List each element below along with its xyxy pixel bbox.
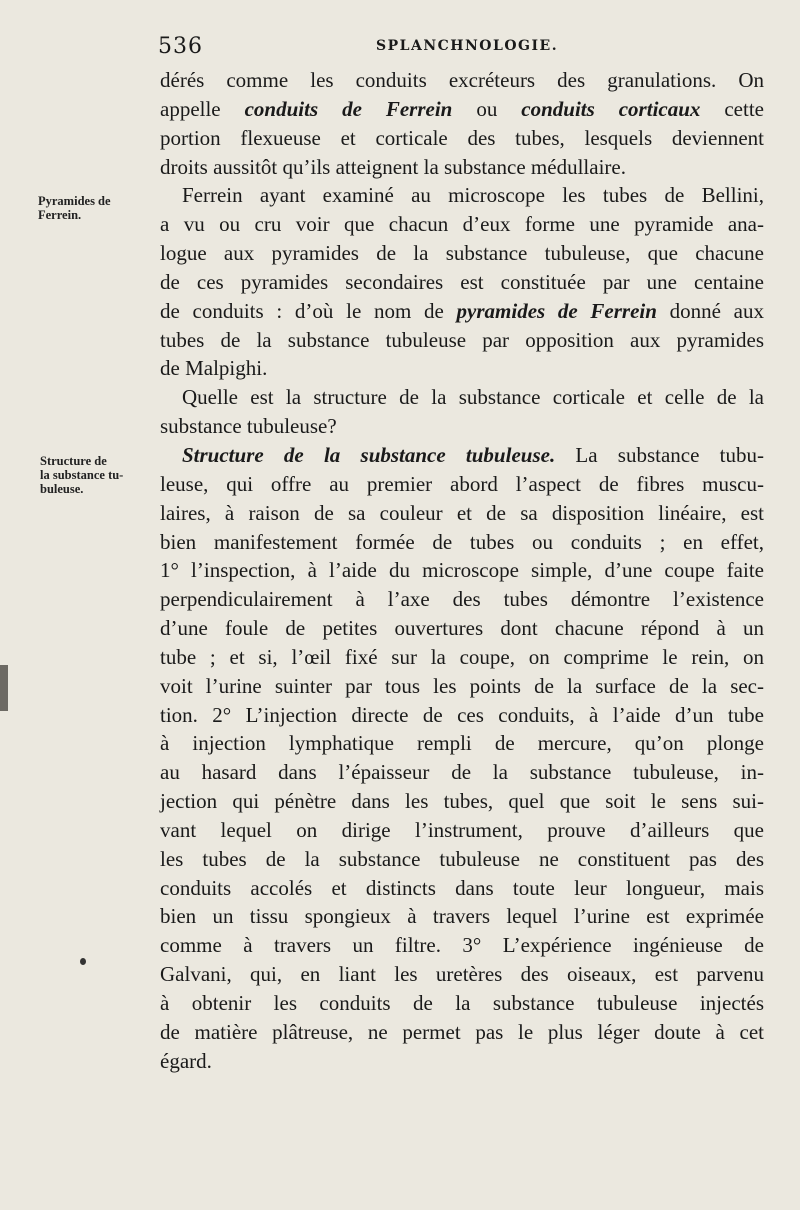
text-line: droits aussitôt qu’ils atteignent la substance médullaire.: [160, 154, 626, 179]
ink-dot: [80, 958, 86, 965]
margin-note-line: Structure de: [40, 454, 107, 468]
text-line: jection qui pénètre dans les tubes, quel que soit le sens sui-: [160, 789, 764, 814]
term-pyramides-de-ferrein: pyramides de Ferrein: [456, 298, 657, 323]
paragraph-4: [160, 441, 764, 1076]
running-head: [0, 34, 800, 64]
text-run: La substance tubu-: [555, 442, 764, 467]
text-line: conduits accolés et distincts dans toute leur longueur, mais: [160, 875, 764, 900]
text-line: vant lequel on dirige l’instrument, prouve d’ailleurs que: [160, 817, 764, 842]
text-line: perpendiculairement à l’axe des tubes démontre l’existence: [160, 587, 764, 612]
text-line: de ces pyramides secondaires est constituée par une centaine: [160, 269, 764, 294]
text-line: logue aux pyramides de la substance tubuleuse, que chacune: [160, 241, 764, 266]
margin-note-pyramides: [38, 194, 156, 222]
text-line: [160, 297, 764, 326]
text-line: bien manifestement formée de tubes ou conduits ; en effet,: [160, 529, 764, 554]
text-line: voit l’urine suinter par tous les points de la surface de la sec-: [160, 673, 764, 698]
margin-note-line: la substance tu-: [40, 468, 124, 482]
text-line: leuse, qui offre au premier abord l’aspect de fibres muscu-: [160, 471, 764, 496]
text-line: a vu ou cru voir que chacun d’eux forme une pyramide ana-: [160, 212, 764, 237]
text-line: [160, 95, 764, 124]
section-heading-structure: Structure de la substance tubuleuse.: [182, 442, 556, 467]
text-line: les tubes de la substance tubuleuse ne constituent pas des: [160, 846, 764, 871]
running-title: SPLANCHNOLOGIE.: [376, 38, 559, 54]
text-line: Quelle est la structure de la substance corticale et celle de la: [182, 385, 764, 410]
margin-note-line: Pyramides de: [38, 194, 111, 208]
text-line: à obtenir les conduits de la substance tubuleuse injectés: [160, 991, 764, 1015]
text-line: Ferrein ayant examiné au microscope les tubes de Bellini,: [182, 183, 764, 208]
text-line: laires, à raison de sa couleur et de sa disposition linéaire, est: [160, 500, 764, 525]
paragraph-1: [160, 66, 764, 181]
text-line: substance tubuleuse?: [160, 414, 337, 439]
text-run: donné aux: [656, 298, 764, 323]
text-line: portion flexueuse et corticale des tubes, lesquels deviennent: [160, 125, 764, 150]
term-conduits-de-ferrein: conduits de Ferrein: [244, 96, 453, 121]
text-run: appelle: [160, 96, 245, 121]
text-run: ou: [452, 96, 522, 121]
text-line: égard.: [160, 1048, 212, 1073]
paragraph-2: [160, 181, 764, 383]
page-edge-mark: [0, 665, 8, 711]
paragraph-3: [160, 383, 764, 441]
text-line: tube ; et si, l’œil fixé sur la coupe, on comprime le rein, on: [160, 644, 764, 669]
text-line: bien un tissu spongieux à travers lequel l’urine est exprimée: [160, 904, 764, 929]
margin-note-structure: [40, 454, 158, 496]
text-line: comme à travers un filtre. 3° L’expérience ingénieuse de: [160, 933, 764, 958]
text-line: tubes de la substance tubuleuse par opposition aux pyramides: [160, 327, 764, 352]
text-line: à injection lymphatique rempli de mercure, qu’on plonge: [160, 731, 764, 756]
text-line: tion. 2° L’injection directe de ces conduits, à l’aide d’un tube: [160, 702, 764, 727]
term-conduits-corticaux: conduits corticaux: [521, 96, 701, 121]
text-line: dérés comme les conduits excréteurs des granulations. On: [160, 68, 764, 92]
margin-note-line: Ferrein.: [38, 208, 82, 222]
text-line: au hasard dans l’épaisseur de la substance tubuleuse, in-: [160, 760, 764, 785]
margin-note-line: buleuse.: [40, 482, 84, 496]
text-line: de matière plâtreuse, ne permet pas le plus léger doute à cet: [160, 1019, 764, 1044]
text-line: 1° l’inspection, à l’aide du microscope simple, d’une coupe faite: [160, 558, 764, 583]
text-line: de Malpighi.: [160, 356, 268, 381]
text-line: Galvani, qui, en liant les uretères des oiseaux, est parvenu: [160, 962, 764, 987]
page-number: 536: [158, 34, 203, 59]
text-run: de conduits : d’où le nom de: [160, 298, 457, 323]
body-text: [160, 66, 764, 1076]
text-line: [160, 441, 764, 470]
text-line: d’une foule de petites ouvertures dont chacune répond à un: [160, 616, 764, 641]
text-run: cette: [700, 96, 764, 121]
